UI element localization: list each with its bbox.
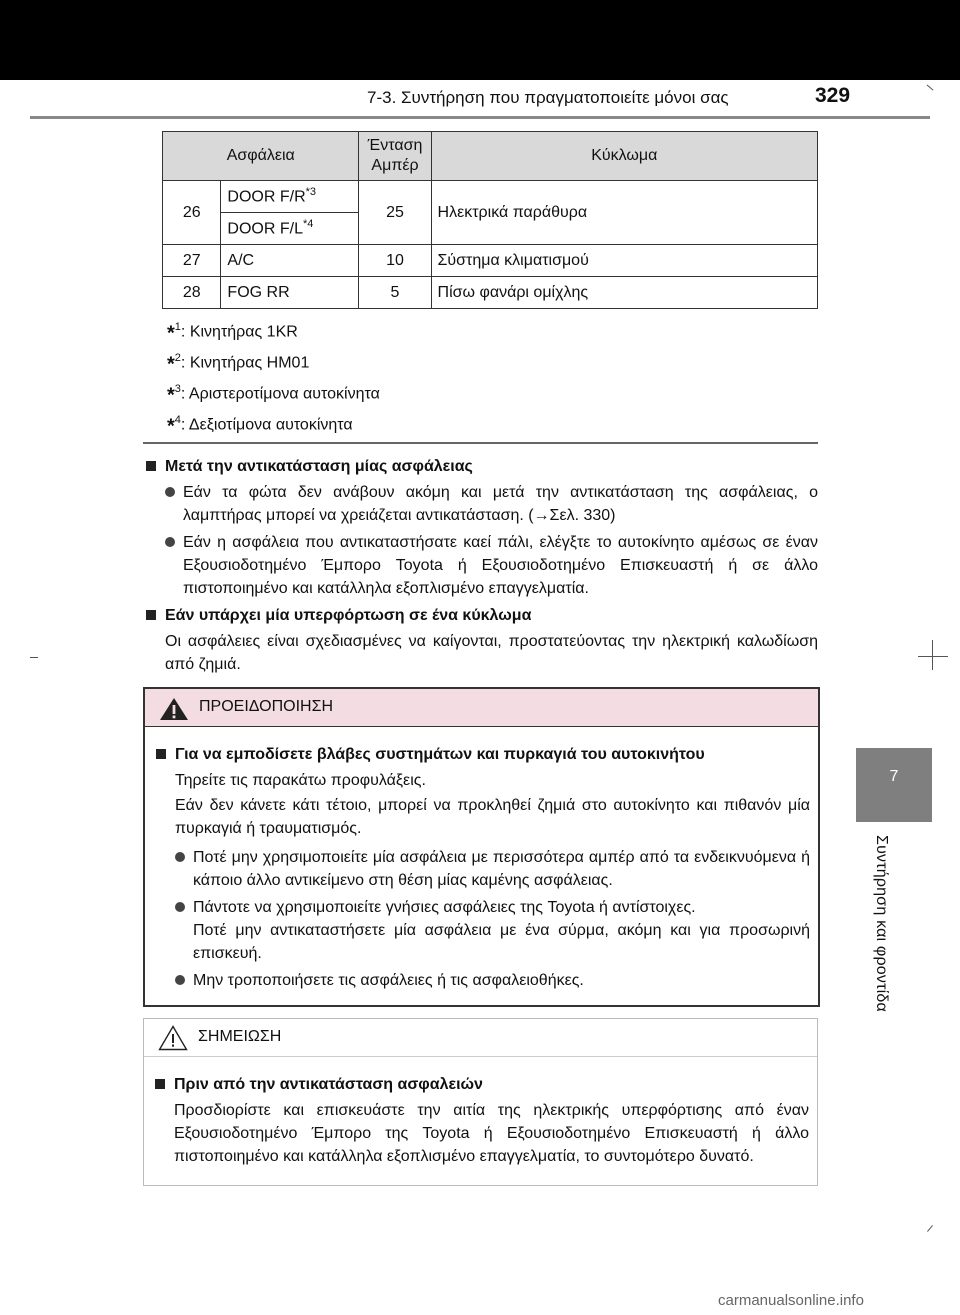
fuse-table (162, 131, 818, 309)
paragraph: Τηρείτε τις παρακάτω προφυλάξεις. (175, 772, 426, 789)
notice-heading: Πριν από την αντικατάσταση ασφαλειών (152, 1073, 809, 1096)
section-heading: Μετά την αντικατάσταση μίας ασφάλειας (143, 455, 818, 478)
fuse-circuit: Πίσω φανάρι ομίχλης (431, 277, 817, 309)
table-header-cell: Κύκλωμα (431, 132, 817, 181)
footnote: *$^2$: Κινητήρας HM01 (167, 352, 310, 376)
fuse-number: 26 (163, 181, 221, 245)
paragraph: Οι ασφάλειες είναι σχεδιασμένες να καίγονται, προστατεύοντας την ηλεκτρική καλωδίωση από ζημιά. (165, 633, 818, 673)
bullet-item: Μην τροποποιήσετε τις ασφάλειες ή τις ασφαλειοθήκες. (153, 969, 810, 992)
fuse-name (221, 181, 359, 213)
caution-icon (158, 1025, 188, 1051)
warning-heading: Για να εμποδίσετε βλάβες συστημάτων και πυρκαγιά του αυτοκινήτου (153, 743, 810, 766)
crop-mark (932, 640, 933, 670)
fuse-amp: 5 (359, 277, 431, 309)
warning-box (143, 687, 820, 1007)
footnote-ref: *3 (305, 186, 317, 199)
notice-header (144, 1019, 817, 1057)
warning-label: ΠΡΟΕΙΔΟΠΟΙΗΣΗ (199, 698, 334, 715)
notice-body (144, 1057, 817, 1168)
bullet-item (153, 896, 810, 965)
warning-body (145, 727, 818, 992)
footnotes (167, 312, 380, 436)
fuse-amp: 25 (359, 181, 431, 245)
bullet-text: Ποτέ μην αντικαταστήσετε μία ασφάλεια με ένα σύρμα, ακόμη και για προσωρινή επισκευή. (193, 922, 810, 962)
crop-mark (30, 657, 38, 658)
bullet-text: Πάντοτε να χρησιμοποιείτε γνήσιες ασφάλειες της Toyota ή αντίστοιχες. (193, 899, 696, 916)
header-line: Αμπέρ (371, 157, 419, 174)
notice-box (143, 1018, 818, 1186)
table-header-cell: Ασφάλεια (163, 132, 359, 181)
section-divider (143, 442, 818, 444)
body-content (143, 455, 818, 678)
bullet-item: Εάν η ασφάλεια που αντικαταστήσατε καεί πάλι, ελέγξτε το αυτοκίνητο αμέσως σε έναν Εξουσιοδοτημένο Έμπορο Toyota ή Εξουσιοδοτημένο Επισκευαστή ή σε άλλο πιστοποιημένο και κατάλληλα εξοπλισμένο επαγγελματία. (143, 531, 818, 600)
fuse-name: A/C (221, 245, 359, 277)
paragraph: Προσδιορίστε και επισκευάστε την αιτία της ηλεκτρικής υπερφόρτισης από έναν Εξουσιοδοτημένο Έμπορο της Toyota ή Εξουσιοδοτημένο Επισκευαστή ή άλλο πιστοποιημένο και κατάλληλα εξοπλισμένο επαγγελματία, το συντομότερο δυνατό. (174, 1102, 809, 1165)
fuse-number: 27 (163, 245, 221, 277)
page-number: 329 (815, 84, 851, 107)
table-header-row (163, 132, 818, 181)
crop-mark (927, 1225, 933, 1232)
fuse-number: 28 (163, 277, 221, 309)
crop-mark (918, 656, 948, 657)
section-title: 7-3. Συντήρηση που πραγματοποιείτε μόνοι σας (367, 88, 729, 107)
paragraph: Εάν δεν κάνετε κάτι τέτοιο, μπορεί να προκληθεί ζημιά στο αυτοκίνητο και πιθανόν μία πυρκαγιά ή τραυματισμός. (175, 797, 810, 837)
footnote: *$^3$: Αριστεροτίμονα αυτοκίνητα (167, 383, 380, 407)
table-row (163, 181, 818, 213)
footnote-ref: *4 (302, 218, 314, 231)
section-heading: Εάν υπάρχει μία υπερφόρτωση σε ένα κύκλωμα (143, 604, 818, 627)
chapter-title: Συντήρηση και φροντίδα (873, 835, 890, 1012)
warning-header (145, 689, 818, 727)
notice-label: ΣΗΜΕΙΩΣΗ (198, 1028, 282, 1045)
footnote: *$^1$: Κινητήρας 1KR (167, 321, 298, 345)
watermark: carmanualsonline.info (718, 1292, 864, 1309)
fuse-circuit: Σύστημα κλιματισμού (431, 245, 817, 277)
chapter-tab (856, 748, 932, 822)
table-row (163, 277, 818, 309)
header-rule (30, 116, 930, 119)
fuse-name: FOG RR (221, 277, 359, 309)
table-header-cell (359, 132, 431, 181)
bullet-item: Ποτέ μην χρησιμοποιείτε μία ασφάλεια με περισσότερα αμπέρ από τα ενδεικνυόμενα ή κάποιο άλλο αντικείμενο στη θέση μίας καμένης ασφάλειας. (153, 846, 810, 892)
bullet-item: Εάν τα φώτα δεν ανάβουν ακόμη και μετά την αντικατάσταση της ασφάλειας, ο λαμπτήρας μπορεί να χρειάζεται αντικατάσταση. (→Σελ. 330) (143, 481, 818, 527)
fuse-name-text: DOOR F/R (227, 188, 306, 206)
header-line: Ένταση (367, 137, 423, 154)
fuse-circuit: Ηλεκτρικά παράθυρα (431, 181, 817, 245)
fuse-name (221, 213, 359, 245)
top-black-bar (0, 0, 960, 80)
warning-icon (159, 697, 189, 721)
table-row (163, 245, 818, 277)
fuse-name-text: DOOR F/L (227, 220, 303, 238)
fuse-amp: 10 (359, 245, 431, 277)
chapter-number: 7 (889, 768, 899, 785)
footnote: *$^4$: Δεξιοτίμονα αυτοκίνητα (167, 414, 353, 438)
